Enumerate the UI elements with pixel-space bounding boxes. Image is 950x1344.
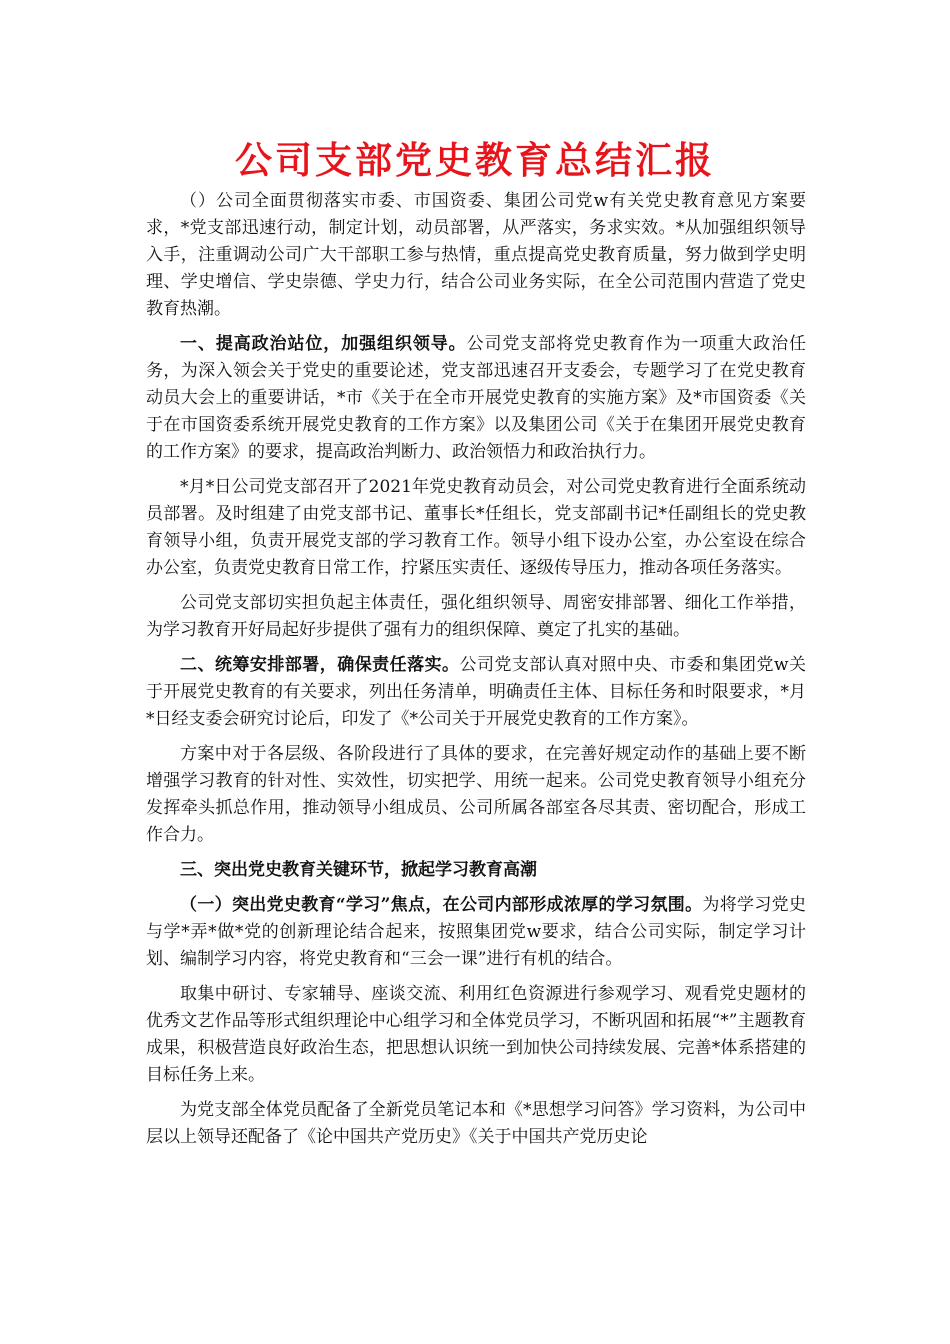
paragraph-text: 公司党支部认真对照中央、市委和集团党w关于开展党史教育的有关要求，列出任务清单，明确责任主体、目标任务和时限要求，*月*日经支委会研究讨论后，印发了《*公司关于开展党史教育的工作方案》。	[146, 655, 806, 729]
body-paragraph	[146, 1097, 806, 1151]
document-title: 公司支部党史教育总结汇报	[235, 138, 715, 182]
body-paragraph	[146, 590, 806, 644]
intro-paragraph	[146, 188, 806, 323]
paragraph-text: 取集中研讨、专家辅导、座谈交流、利用红色资源进行参观学习、观看党史题材的优秀文艺作品等形式组织理论中心组学习和全体党员学习，不断巩固和拓展“*”主题教育成果，积极营造良好政治生态，把思想认识统一到加快公司持续发展、完善*体系搭建的目标任务上来。	[146, 984, 806, 1085]
section-1-heading: 一、提高政治站位，加强组织领导。	[180, 334, 467, 354]
section-1-paragraph	[146, 331, 806, 466]
body-paragraph	[146, 741, 806, 849]
paragraph-text: 方案中对于各层级、各阶段进行了具体的要求，在完善好规定动作的基础上要不断增强学习教育的针对性、实效性，切实把学、用统一起来。公司党史教育领导小组充分发挥牵头抓总作用，推动领导小组成员、公司所属各部室各尽其责、密切配合，形成工作合力。	[146, 744, 806, 845]
paragraph-text: 为党支部全体党员配备了全新党员笔记本和《*思想学习问答》学习资料，为公司中层以上领导还配备了《论中国共产党历史》《关于中国共产党历史论	[146, 1100, 806, 1147]
section-2-heading: 二、统筹安排部署，确保责任落实。	[180, 655, 460, 675]
section-3-heading	[146, 857, 806, 884]
paragraph-text: *月*日公司党支部召开了2021年党史教育动员会，对公司党史教育进行全面系统动员部署。及时组建了由党支部书记、董事长*任组长，党支部副书记*任副组长的党史教育领导小组，负责开展党支部的学习教育工作。领导小组下设办公室，办公室设在综合办公室，负责党史教育日常工作，拧紧压实责任、逐级传导压力，推动各项任务落实。	[146, 477, 806, 578]
document-body	[146, 188, 806, 1159]
subsection-1-heading: （一）突出党史教育“学习”焦点，在公司内部形成浓厚的学习氛围。	[180, 895, 703, 915]
paragraph-text: 为将学习党史与学*弄*做*党的创新理论结合起来，按照集团党w要求，结合公司实际，制定学习计划、编制学习内容，将党史教育和“三会一课”进行有机的结合。	[146, 895, 806, 969]
paragraph-text: 公司党支部切实担负起主体责任，强化组织领导、周密安排部署、细化工作举措，为学习教育开好局起好步提供了强有力的组织保障、奠定了扎实的基础。	[146, 593, 806, 640]
heading-text: 三、突出党史教育关键环节，掀起学习教育高潮	[180, 860, 537, 880]
body-paragraph	[146, 474, 806, 582]
paragraph-text: 公司党支部将党史教育作为一项重大政治任务，为深入领会关于党史的重要论述，党支部迅速召开支委会，专题学习了在党史教育动员大会上的重要讲话，*市《关于在全市开展党史教育的实施方案》及*市国资委《关于在市国资委系统开展党史教育的工作方案》以及集团公司《关于在集团开展党史教育的工作方案》的要求，提高政治判断力、政治领悟力和政治执行力。	[146, 334, 807, 462]
section-2-paragraph	[146, 652, 806, 733]
paragraph-text: （）公司全面贯彻落实市委、市国资委、集团公司党w有关党史教育意见方案要求，*党支部迅速行动，制定计划，动员部署，从严落实，务求实效。*从加强组织领导入手，注重调动公司广大干部职工参与热情，重点提高党史教育质量，努力做到学史明理、学史增信、学史崇德、学史力行，结合公司业务实际，在全公司范围内营造了党史教育热潮。	[146, 191, 806, 319]
body-paragraph	[146, 981, 806, 1089]
subsection-1-paragraph	[146, 892, 806, 973]
